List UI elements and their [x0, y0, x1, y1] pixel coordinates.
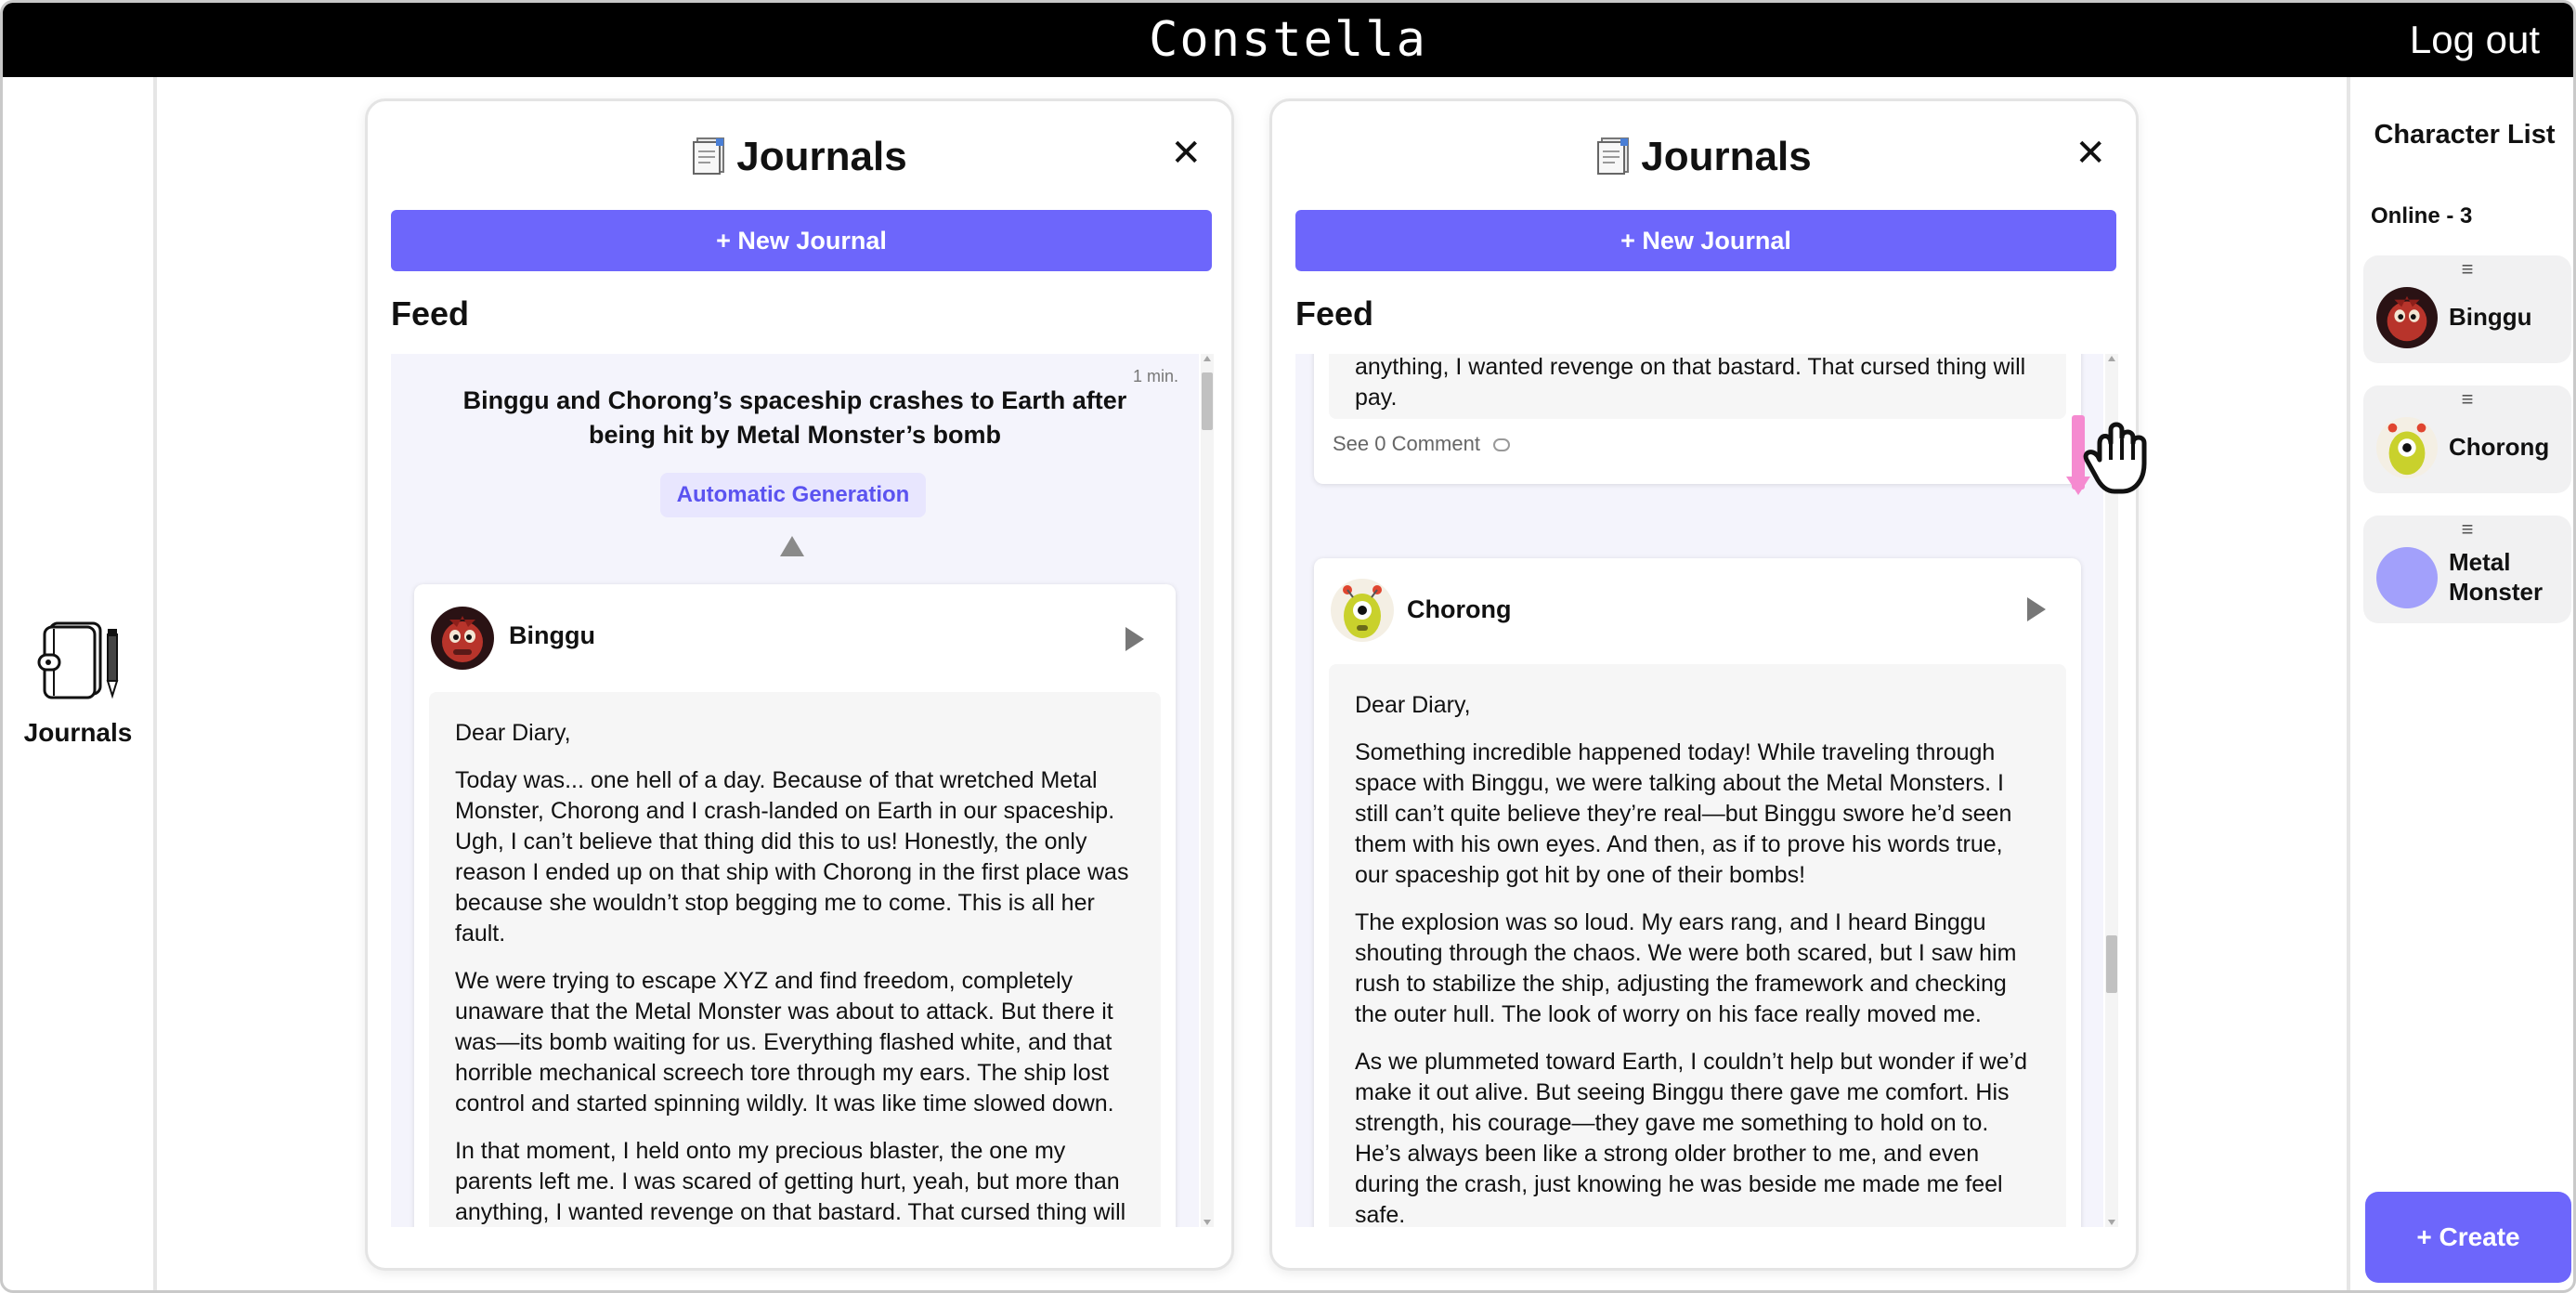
- entry-body-tail: [1329, 354, 2066, 419]
- panel-title: [1272, 129, 2136, 185]
- entry-paragraph: In that moment, I held onto my precious blaster, the one my parents left me. I was scared of getting hurt, yeah, but more than anything, I wanted revenge on that bastard. That cursed thing will: [455, 1138, 1126, 1225]
- close-icon[interactable]: ✕: [1170, 133, 1202, 174]
- entry-body: [1329, 664, 2066, 1227]
- character-name: Binggu: [2449, 303, 2532, 331]
- nav-journals[interactable]: [3, 616, 153, 748]
- character-card-metal-monster[interactable]: [2363, 516, 2571, 623]
- see-comment-label: See 0 Comment: [1333, 432, 1480, 455]
- entry-author-name: Binggu: [509, 621, 595, 649]
- new-journal-button[interactable]: + New Journal: [391, 210, 1212, 271]
- entry-paragraph: The explosion was so loud. My ears rang, and I heard Binggu shouting through the chaos. We were both scared, but I saw him rush to stabilize the ship, adjusting the framework and checking the outer hull. The look of worry on his face really moved me.: [1355, 909, 2017, 1027]
- drag-handle-icon[interactable]: ≡: [2461, 387, 2474, 411]
- character-list-title: Character List: [2374, 120, 2556, 150]
- scroll-down-icon[interactable]: [2108, 1220, 2115, 1225]
- scroll-thumb[interactable]: [2106, 935, 2117, 993]
- scroll-up-icon[interactable]: [1203, 356, 1211, 361]
- panel-title-text: Journals: [736, 134, 907, 179]
- app-title: Constella: [1149, 12, 1427, 68]
- character-name: Chorong: [2449, 433, 2550, 461]
- scroll-thumb[interactable]: [1202, 372, 1213, 430]
- journal-icon: [32, 616, 124, 705]
- feed-label: Feed: [1295, 294, 1374, 333]
- entry-body: [429, 692, 1161, 1227]
- entry-paragraph: We were trying to escape XYZ and find freedom, completely unaware that the Metal Monster was about to attack. But there it was—its bomb waiting for us. Everything flashed white, and that horrible mechanical screech tore through my ears. The ship lost control and started spinning wildly. It was like time slowed down.: [455, 968, 1114, 1117]
- panel-title: [368, 129, 1231, 185]
- play-icon[interactable]: [1125, 627, 1144, 651]
- entry-paragraph: Today was... one hell of a day. Because of that wretched Metal Monster, Chorong and I crash-landed on Earth in our spaceship. Ugh, I can’t believe that thing did this to us! Honestly, the only reason I ended up on that ship with Chorong in the first place was because she wouldn’t stop begging me to come. This is all her fault.: [455, 767, 1129, 947]
- drag-handle-icon[interactable]: ≡: [2461, 257, 2474, 281]
- character-card-chorong[interactable]: [2363, 385, 2571, 493]
- entry-author-name: Chorong: [1407, 595, 1512, 623]
- feed-list[interactable]: [1295, 354, 2103, 1227]
- feed-list[interactable]: [391, 354, 1199, 1227]
- comment-icon: [1493, 438, 1510, 451]
- character-name: Metal Monster: [2449, 548, 2543, 606]
- event-title: Binggu and Chorong’s spaceship crashes to Earth after being hit by Metal Monster’s bomb: [462, 386, 1127, 449]
- create-button[interactable]: + Create: [2365, 1192, 2571, 1283]
- nav-journals-label: Journals: [23, 718, 133, 747]
- binggu-avatar: [2376, 287, 2438, 348]
- collapse-arrow-icon[interactable]: [780, 536, 804, 556]
- close-icon[interactable]: ✕: [2075, 133, 2106, 174]
- journal-entry-card: [414, 584, 1176, 1227]
- entry-paragraph: Dear Diary,: [455, 720, 571, 746]
- panel-title-text: Journals: [1641, 134, 1812, 179]
- left-sidebar: [3, 77, 157, 1293]
- new-journal-button[interactable]: + New Journal: [1295, 210, 2116, 271]
- chorong-avatar: [2376, 417, 2438, 478]
- chorong-avatar: [1331, 579, 1394, 642]
- drag-handle-icon[interactable]: ≡: [2461, 517, 2474, 541]
- journals-panel-left: [365, 98, 1234, 1271]
- top-bar: [3, 3, 2573, 77]
- character-list-sidebar: [2347, 77, 2576, 1293]
- grab-cursor-icon: [2066, 411, 2168, 509]
- journal-entry-card: [1314, 558, 2081, 1227]
- entry-paragraph: Something incredible happened today! While traveling through space with Binggu, we were talking about the Metal Monsters. I still can’t quite believe they’re real—but Binggu swore he’d seen them with his own eyes. And then, as if to prove his words true, our spaceship got hit by one of their bombs!: [1355, 739, 2012, 888]
- automatic-generation-badge: Automatic Generation: [660, 473, 926, 517]
- entry-paragraph: As we plummeted toward Earth, I couldn’t help but wonder if we’d make it out alive. But seeing Binggu there gave me comfort. His strength, his courage—they gave me something to hold on to. He’s always been like a strong older brother to me, and even during the crash, just knowing he was beside me made me feel safe.: [1355, 1049, 2027, 1227]
- scroll-up-icon[interactable]: [2108, 356, 2115, 361]
- document-icon: [692, 135, 729, 176]
- entry-paragraph: Dear Diary,: [1355, 692, 1471, 718]
- logout-button[interactable]: Log out: [2409, 18, 2540, 61]
- document-icon: [1596, 135, 1633, 176]
- play-icon[interactable]: [2027, 597, 2046, 621]
- see-comment-link[interactable]: [1333, 432, 1510, 456]
- feed-label: Feed: [391, 294, 470, 333]
- character-card-binggu[interactable]: [2363, 255, 2571, 363]
- entry-paragraph: anything, I wanted revenge on that bastard. That cursed thing will pay.: [1355, 354, 2026, 411]
- time-ago: 1 min.: [1132, 367, 1178, 385]
- metal-monster-avatar: [2376, 547, 2438, 608]
- online-count: Online - 3: [2371, 203, 2473, 229]
- journals-panel-right: [1269, 98, 2139, 1271]
- scroll-down-icon[interactable]: [1203, 1220, 1211, 1225]
- journal-entry-card: [1314, 354, 2081, 484]
- binggu-avatar: [431, 607, 494, 670]
- feed-scrollbar[interactable]: [1201, 354, 1214, 1227]
